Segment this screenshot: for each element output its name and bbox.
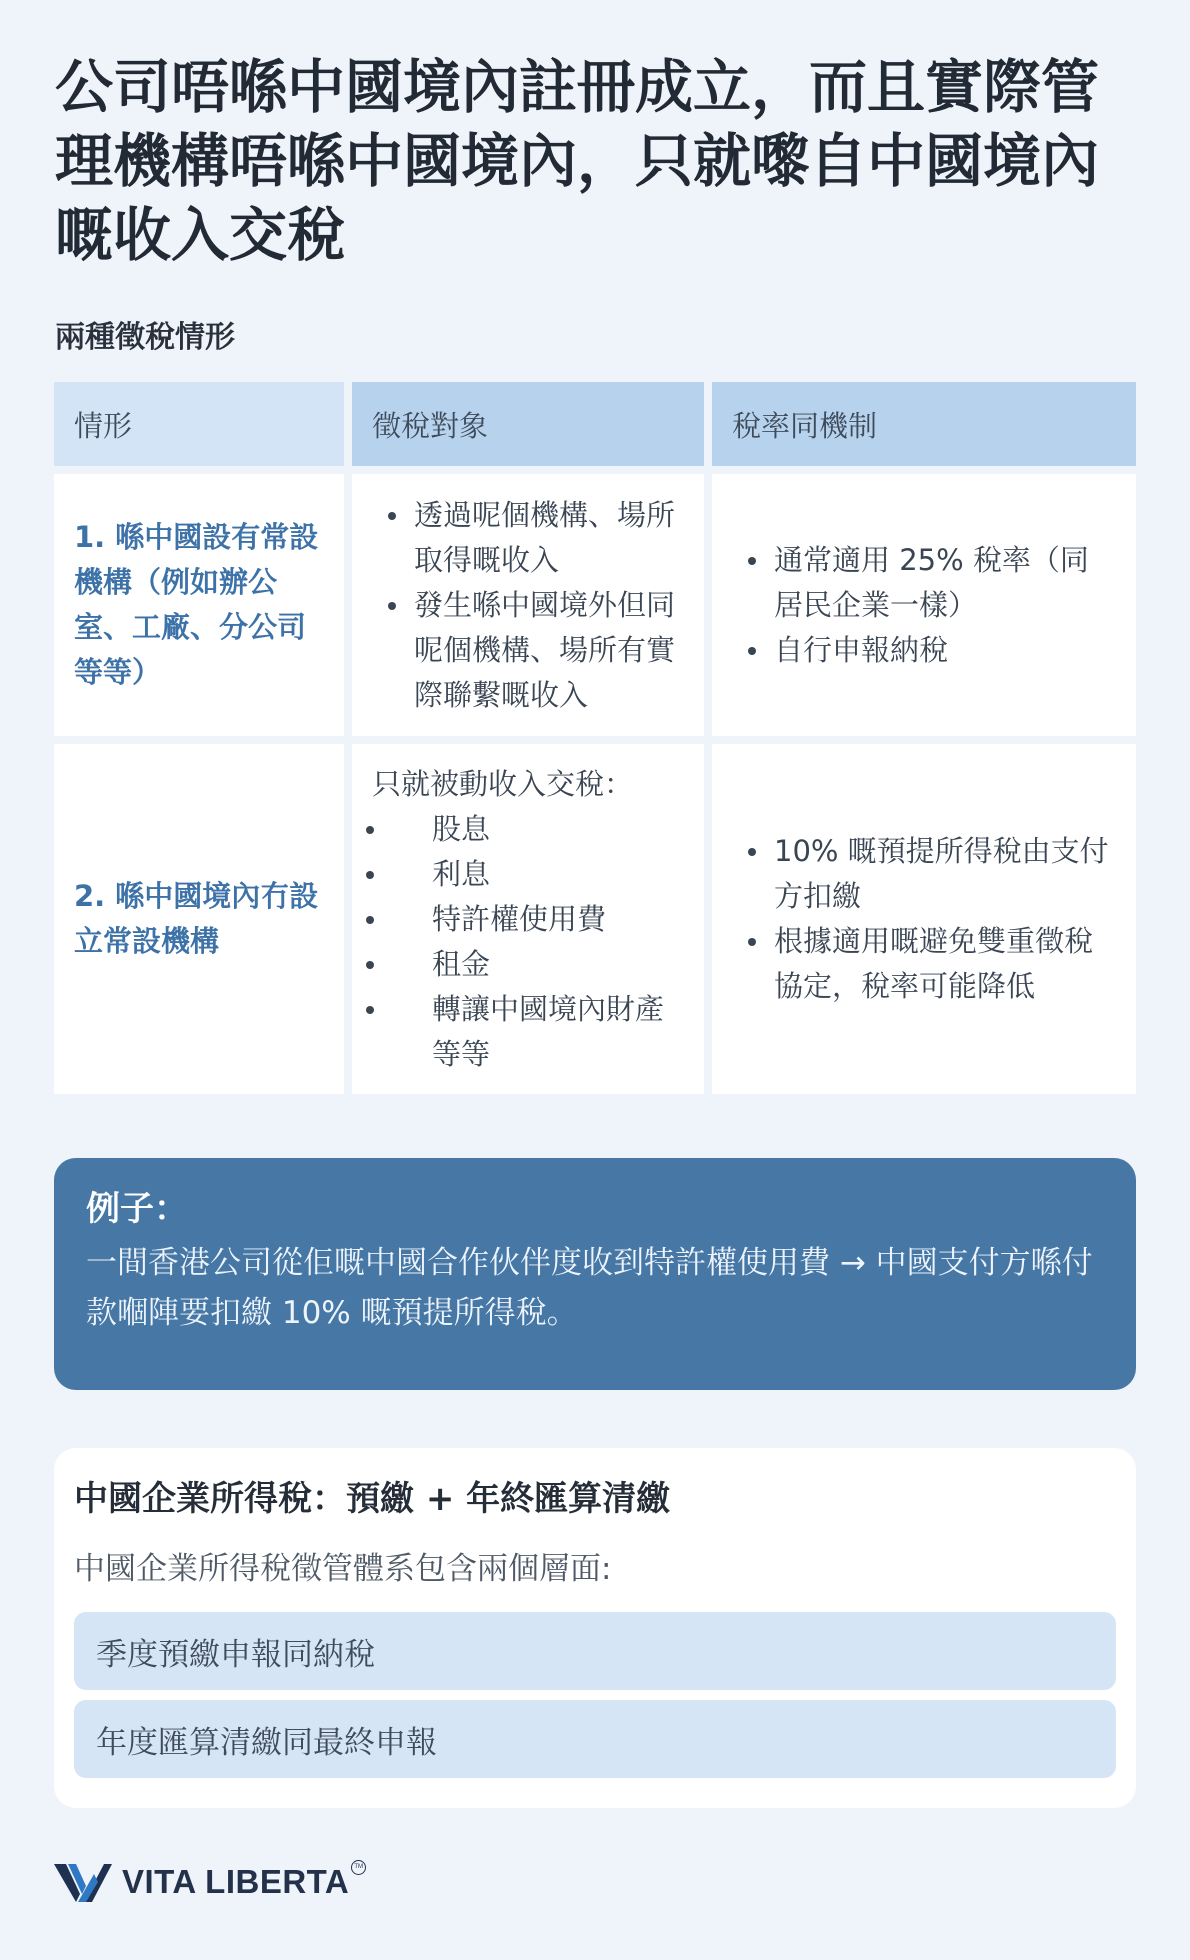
brand-name: VITA LIBERTA xyxy=(122,1863,350,1900)
list-item: 股息 xyxy=(392,807,684,852)
tax-card-text: 中國企業所得稅徵管體系包含兩個層面: xyxy=(74,1551,612,1587)
list-item: 透過呢個機構、場所取得嘅收入 xyxy=(414,493,684,583)
table-row xyxy=(54,744,1136,1094)
header-situation: 情形 xyxy=(54,382,344,466)
list-item: 根據適用嘅避免雙重徵稅協定，稅率可能降低 xyxy=(774,919,1116,1009)
tax-situation-table xyxy=(46,374,1144,1102)
case-cell: 2. 喺中國境內冇設立常設機構 xyxy=(54,744,344,1094)
list-item: 10% 嘅預提所得稅由支付方扣繳 xyxy=(774,829,1116,919)
tax-card-title: 中國企業所得稅：預繳 + 年終匯算清繳 xyxy=(74,1479,671,1519)
list-item: 發生喺中國境外但同呢個機構、場所有實際聯繫嘅收入 xyxy=(414,583,684,718)
list-item: 自行申報納稅 xyxy=(774,628,1116,673)
list-item: 特許權使用費 xyxy=(392,897,684,942)
tax-card xyxy=(54,1448,1136,1808)
rates-list xyxy=(732,829,1116,1009)
step-annual: 年度匯算清繳同最終申報 xyxy=(74,1700,1116,1778)
targets-intro: 只就被動收入交稅： xyxy=(372,766,634,801)
header-rate-mechanism: 稅率同機制 xyxy=(712,382,1136,466)
brand-logo xyxy=(54,1858,366,1906)
list-item: 通常適用 25% 稅率（同居民企業一樣） xyxy=(774,538,1116,628)
targets-list xyxy=(372,807,684,1077)
trademark-mark: TM xyxy=(351,1860,366,1875)
page-title: 公司唔喺中國境內註冊成立，而且實際管理機構唔喺中國境內，只就嚟自中國境內嘅收入交稅 xyxy=(55,53,1100,269)
rates-cell xyxy=(712,744,1136,1094)
targets-cell xyxy=(352,474,704,736)
list-item: 租金 xyxy=(392,942,684,987)
section-title: 兩種徵稅情形 xyxy=(55,320,235,355)
table-row xyxy=(54,474,1136,736)
table-header-row xyxy=(54,382,1136,466)
step-quarterly: 季度預繳申報同納稅 xyxy=(74,1612,1116,1690)
rates-cell xyxy=(712,474,1136,736)
example-box xyxy=(54,1158,1136,1390)
example-text: 一間香港公司從佢嘅中國合作伙伴度收到特許權使用費 → 中國支付方喺付款嗰陣要扣繳 10% 嘅預提所得稅。 xyxy=(86,1245,1093,1331)
list-item: 利息 xyxy=(392,852,684,897)
example-title: 例子： xyxy=(86,1189,188,1229)
header-tax-target: 徵稅對象 xyxy=(352,382,704,466)
targets-cell xyxy=(352,744,704,1094)
vita-liberta-logo-icon xyxy=(54,1860,112,1904)
rates-list xyxy=(732,538,1116,673)
targets-list xyxy=(372,493,684,718)
list-item: 轉讓中國境內財產等等 xyxy=(392,987,684,1077)
case-cell: 1. 喺中國設有常設機構（例如辦公室、工廠、分公司等等） xyxy=(54,474,344,736)
